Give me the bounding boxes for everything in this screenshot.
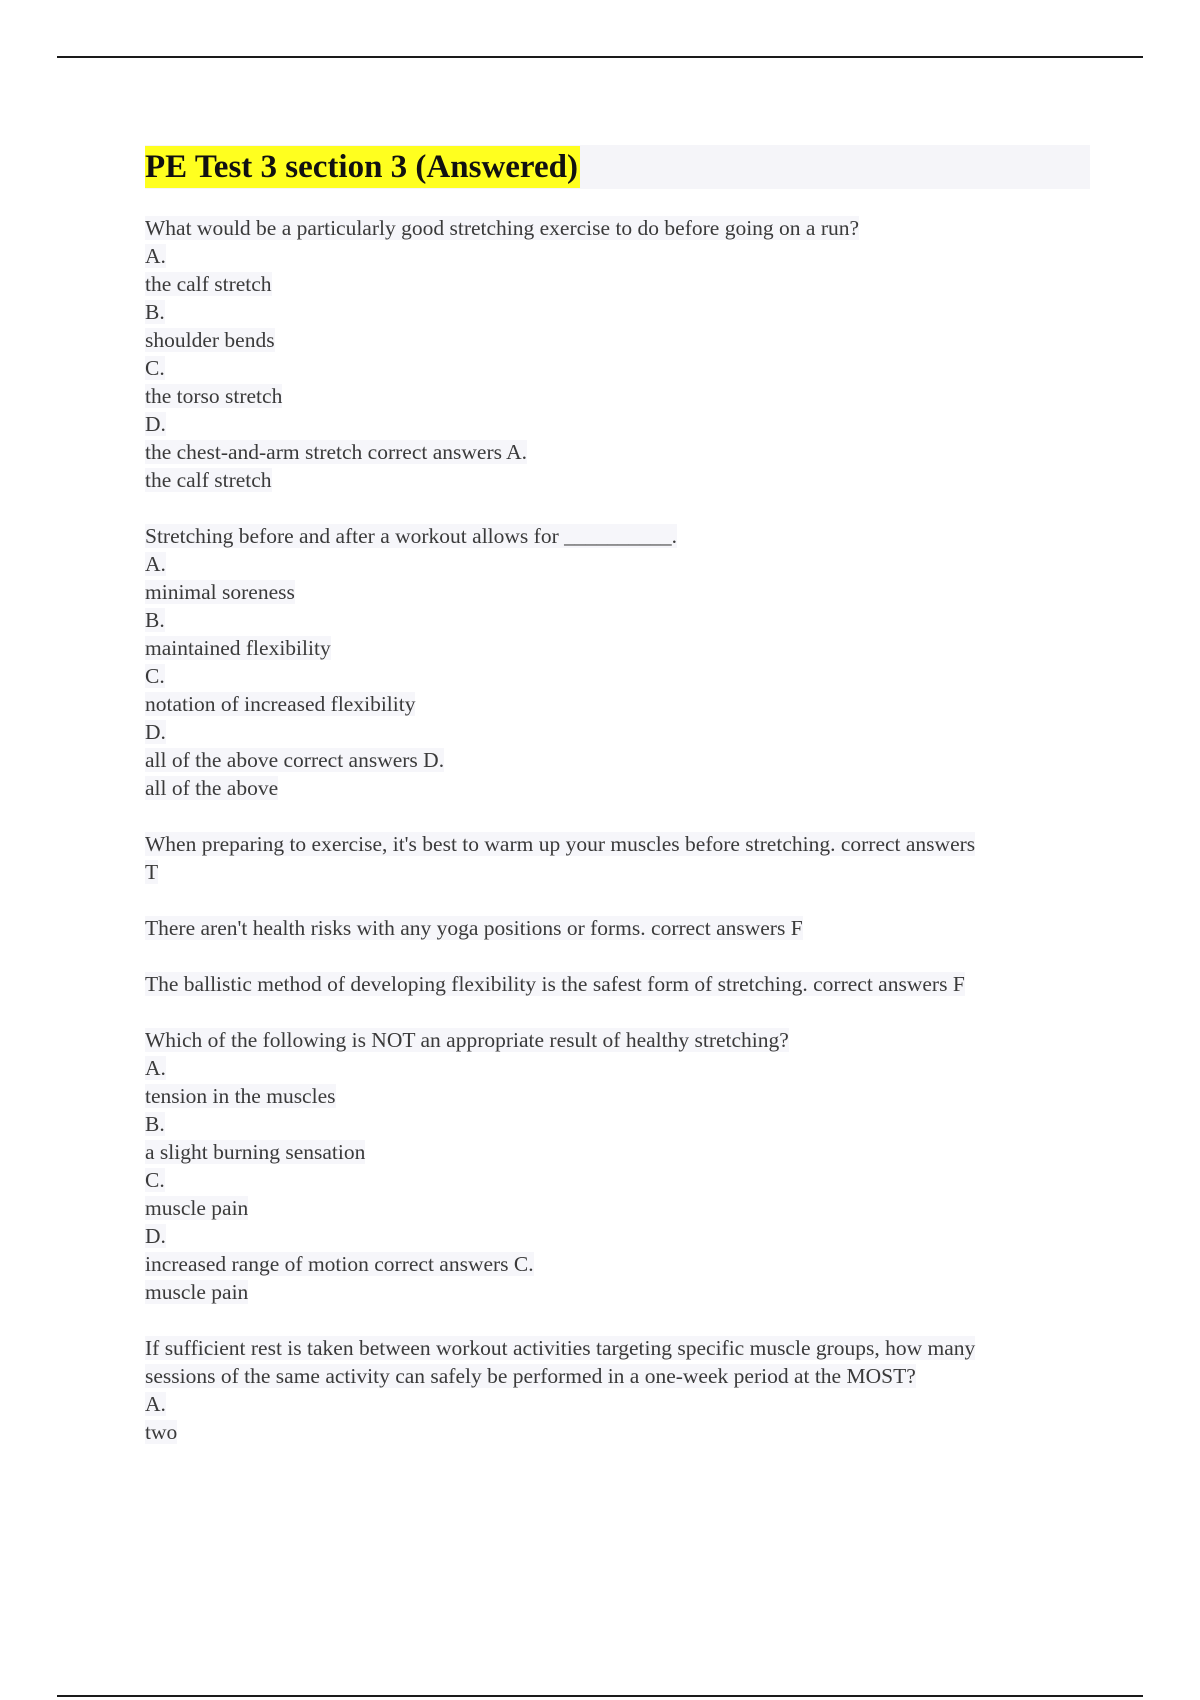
- question-line-text: When preparing to exercise, it's best to warm up your muscles before stretching. correct answers: [145, 832, 976, 856]
- question-line-text: muscle pain: [145, 1196, 249, 1220]
- question-line: [145, 1026, 1090, 1054]
- question-line: [145, 522, 1090, 550]
- question-line-text: The ballistic method of developing flexibility is the safest form of stretching. correct answers F: [145, 972, 965, 996]
- question-line-text: C.: [145, 1168, 165, 1192]
- question-line: [145, 438, 1090, 466]
- question-line: [145, 1418, 1090, 1446]
- question-line: [145, 1194, 1090, 1222]
- question-line-text: tension in the muscles: [145, 1084, 336, 1108]
- question-line-text: What would be a particularly good stretching exercise to do before going on a run?: [145, 216, 860, 240]
- question-line: [145, 326, 1090, 354]
- question-line: [145, 634, 1090, 662]
- question-line-text: B.: [145, 1112, 165, 1136]
- question-line-text: maintained flexibility: [145, 636, 331, 660]
- question-line-text: increased range of motion correct answers C.: [145, 1252, 534, 1276]
- question-line-text: the calf stretch: [145, 272, 272, 296]
- question-line-text: C.: [145, 664, 165, 688]
- question-block: [145, 214, 1090, 494]
- question-line-text: A.: [145, 244, 166, 268]
- question-line-text: C.: [145, 356, 165, 380]
- question-line-text: sessions of the same activity can safely be performed in a one-week period at the MOST?: [145, 1364, 916, 1388]
- question-line: [145, 914, 1090, 942]
- question-line-text: Stretching before and after a workout allows for __________.: [145, 524, 677, 548]
- question-line-text: the chest-and-arm stretch correct answers A.: [145, 440, 528, 464]
- question-line-text: D.: [145, 1224, 166, 1248]
- question-line-text: a slight burning sensation: [145, 1140, 366, 1164]
- question-line: [145, 606, 1090, 634]
- question-line: [145, 214, 1090, 242]
- question-line: [145, 1278, 1090, 1306]
- page-bottom-rule: [57, 1695, 1143, 1697]
- question-line: [145, 1390, 1090, 1418]
- question-line-text: A.: [145, 1056, 166, 1080]
- question-line-text: shoulder bends: [145, 328, 275, 352]
- question-block: [145, 1334, 1090, 1446]
- question-line: [145, 1110, 1090, 1138]
- question-line: [145, 242, 1090, 270]
- question-line-text: muscle pain: [145, 1280, 249, 1304]
- question-line-text: D.: [145, 412, 166, 436]
- question-list: [145, 214, 1090, 1446]
- question-line-text: B.: [145, 608, 165, 632]
- question-line-text: T: [145, 860, 159, 884]
- question-line-text: minimal soreness: [145, 580, 295, 604]
- question-line: [145, 298, 1090, 326]
- question-line: [145, 466, 1090, 494]
- question-line: [145, 1138, 1090, 1166]
- question-line: [145, 718, 1090, 746]
- question-line-text: notation of increased flexibility: [145, 692, 416, 716]
- question-line: [145, 1334, 1090, 1362]
- question-line-text: Which of the following is NOT an appropriate result of healthy stretching?: [145, 1028, 789, 1052]
- question-line: [145, 1250, 1090, 1278]
- question-line: [145, 578, 1090, 606]
- question-line-text: If sufficient rest is taken between workout activities targeting specific muscle groups, how many: [145, 1336, 976, 1360]
- question-block: [145, 970, 1090, 998]
- question-line: [145, 382, 1090, 410]
- question-line-text: the calf stretch: [145, 468, 272, 492]
- question-line-text: two: [145, 1420, 178, 1444]
- document-title: PE Test 3 section 3 (Answered): [145, 146, 580, 188]
- question-line: [145, 410, 1090, 438]
- question-line: [145, 1082, 1090, 1110]
- document-body: [145, 145, 1090, 1474]
- question-line: [145, 1362, 1090, 1390]
- question-block: [145, 522, 1090, 802]
- question-line: [145, 858, 1090, 886]
- question-line: [145, 1166, 1090, 1194]
- question-line-text: There aren't health risks with any yoga positions or forms. correct answers F: [145, 916, 803, 940]
- question-line-text: the torso stretch: [145, 384, 283, 408]
- question-line-text: all of the above: [145, 776, 279, 800]
- question-line-text: B.: [145, 300, 165, 324]
- question-line: [145, 774, 1090, 802]
- question-line: [145, 354, 1090, 382]
- question-block: [145, 830, 1090, 886]
- question-line: [145, 662, 1090, 690]
- question-line-text: A.: [145, 1392, 166, 1416]
- question-line: [145, 270, 1090, 298]
- question-block: [145, 1026, 1090, 1306]
- question-line: [145, 1222, 1090, 1250]
- title-band: [145, 145, 1090, 189]
- question-block: [145, 914, 1090, 942]
- question-line: [145, 550, 1090, 578]
- question-line: [145, 1054, 1090, 1082]
- question-line: [145, 690, 1090, 718]
- question-line: [145, 830, 1090, 858]
- question-line-text: D.: [145, 720, 166, 744]
- question-line-text: A.: [145, 552, 166, 576]
- question-line: [145, 970, 1090, 998]
- question-line-text: all of the above correct answers D.: [145, 748, 445, 772]
- page-top-rule: [57, 56, 1143, 58]
- question-line: [145, 746, 1090, 774]
